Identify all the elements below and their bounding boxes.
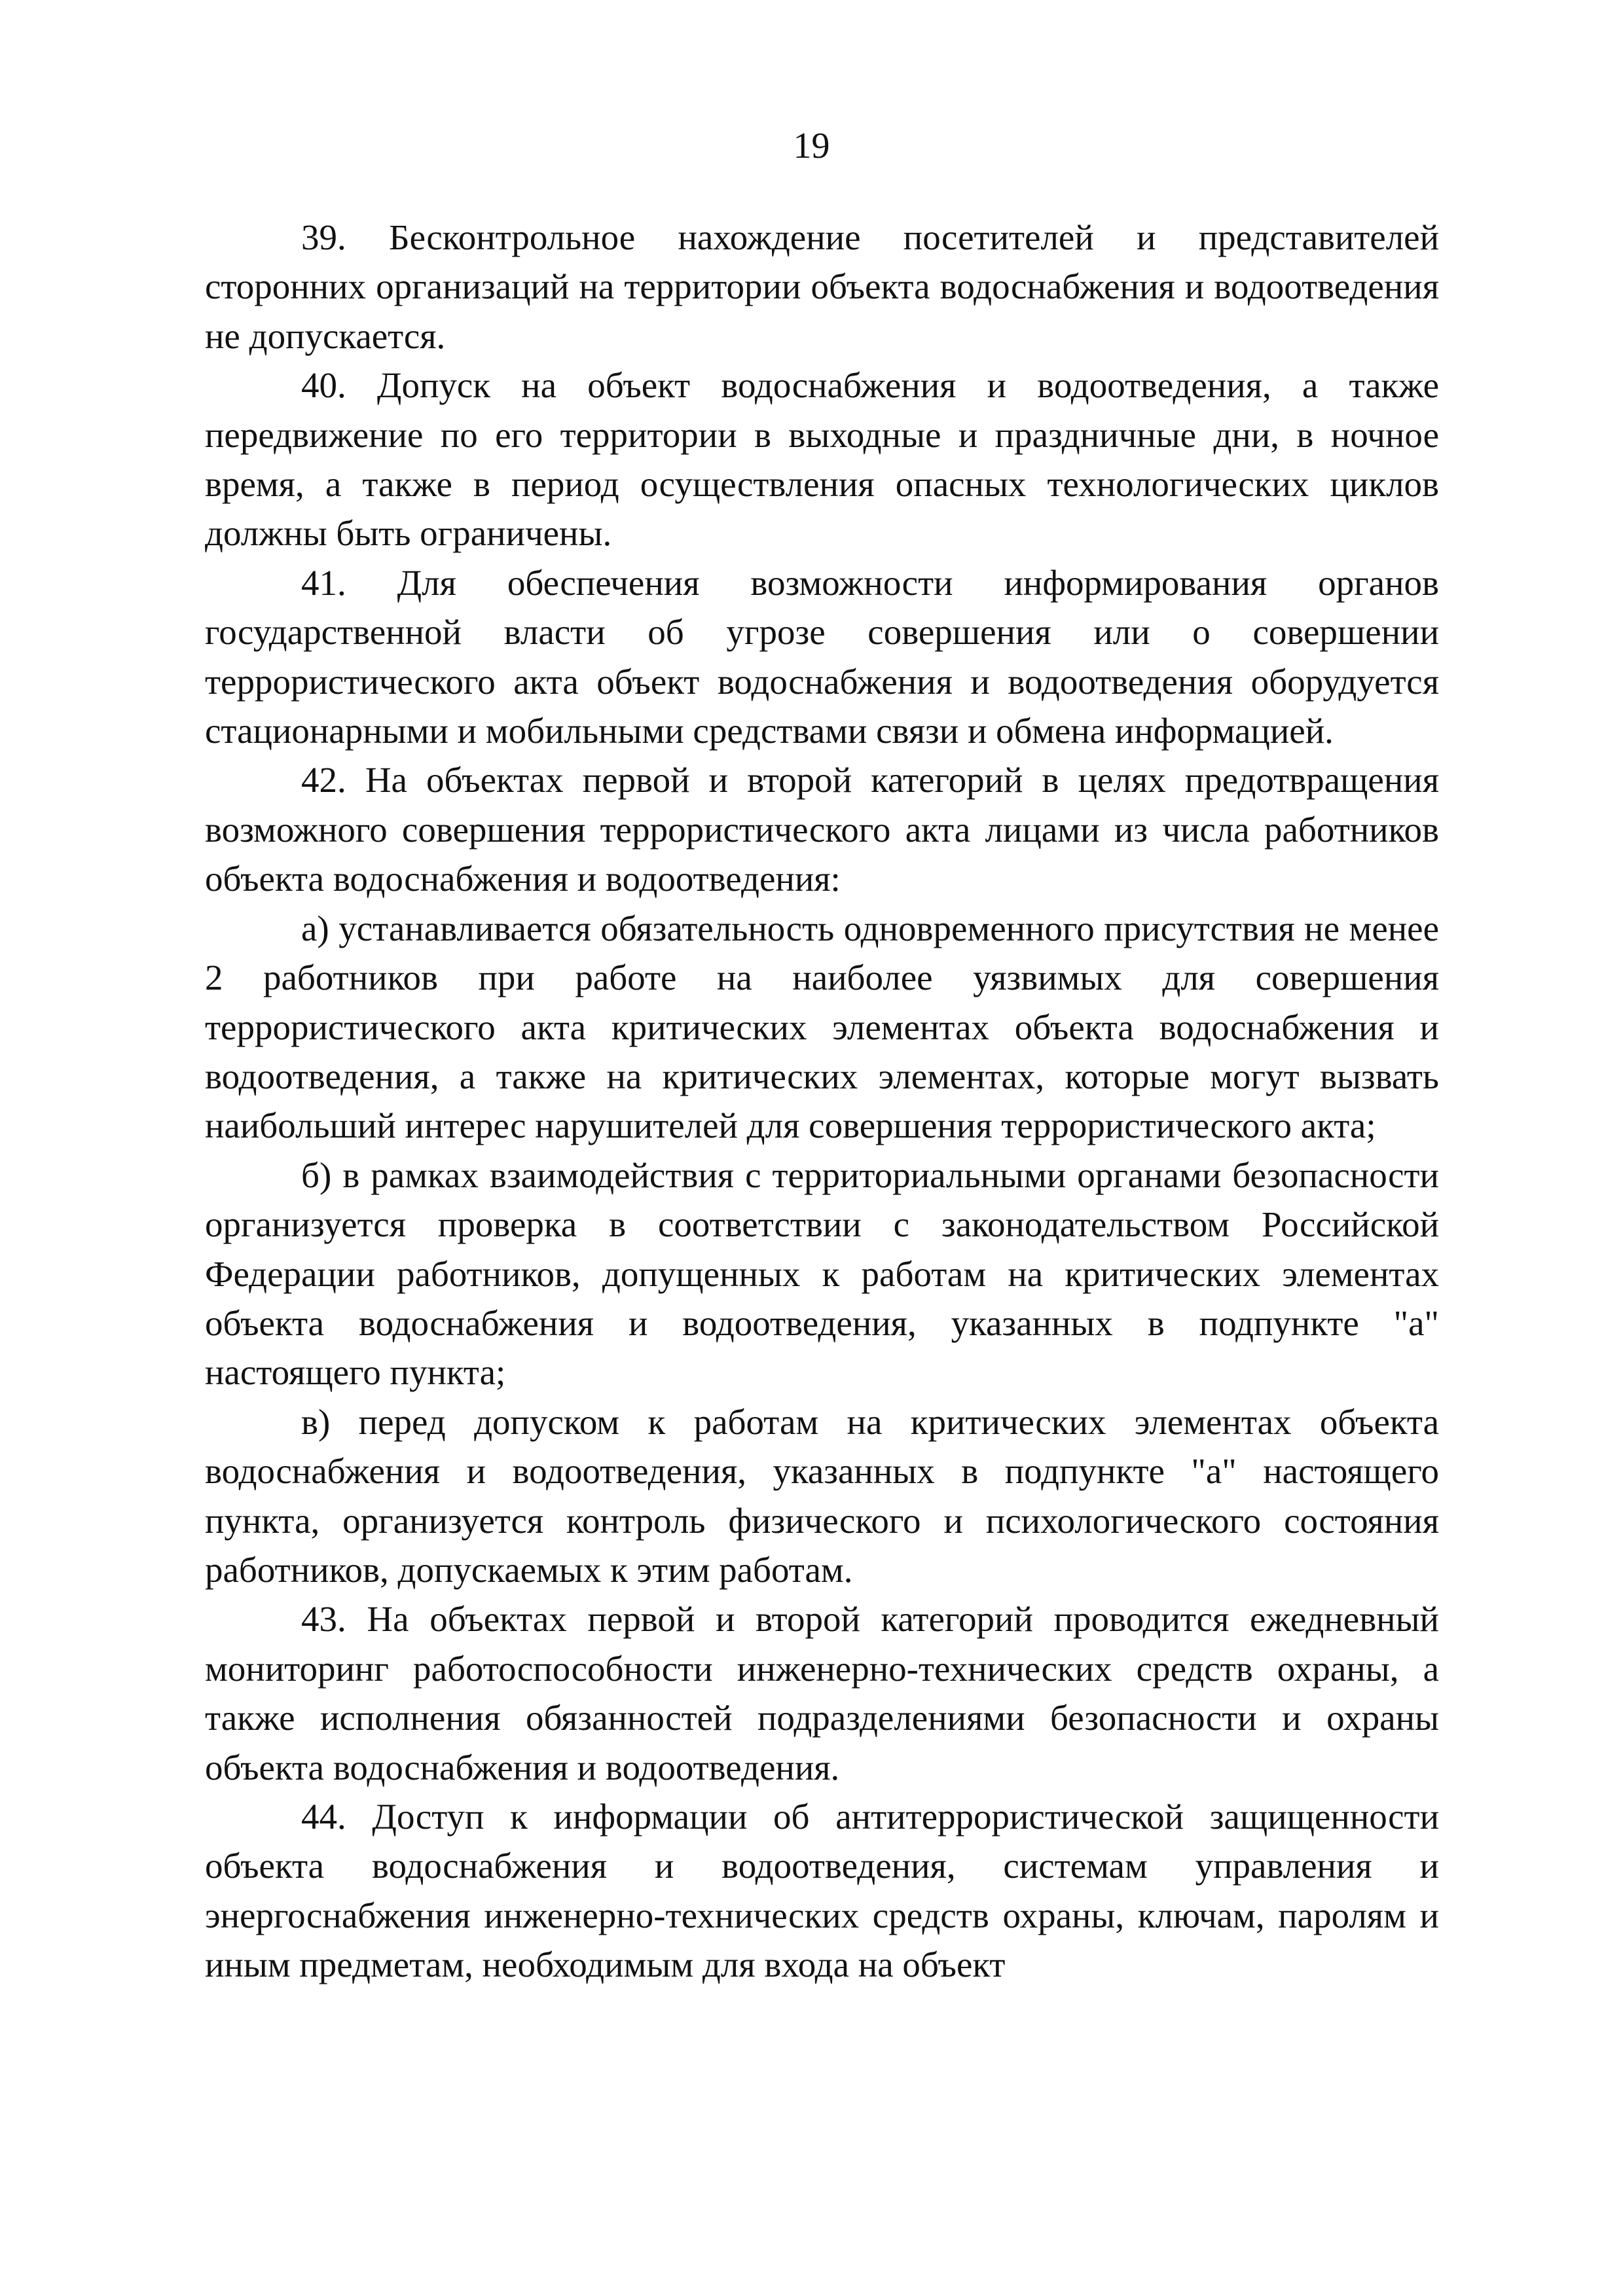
paragraph-43: 43. На объектах первой и второй категорий проводится ежедневный мониторинг работоспособности инженерно-технических средств охраны, а также исполнения обязанностей подразделениями безопасности и охраны объекта водоснабжения и водоотведения.	[205, 1599, 1439, 1787]
paragraph-44: 44. Доступ к информации об антитеррористической защищенности объекта водоснабжения и водоотведения, системам управления и энергоснабжения инженерно-технических средств охраны, ключам, паролям и иным предметам, необходимым для входа на объект	[205, 1797, 1439, 1985]
paragraph-40: 40. Допуск на объект водоснабжения и водоотведения, а также передвижение по его территории в выходные и праздничные дни, в ночное время, а также в период осуществления опасных технологических циклов должны быть ограничены.	[205, 365, 1439, 554]
paragraph-41: 41. Для обеспечения возможности информирования органов государственной власти об угрозе совершения или о совершении террористического акта объект водоснабжения и водоотведения оборудуется стационарными и мобильными средствами связи и обмена информацией.	[205, 562, 1439, 751]
paragraph-42: 42. На объектах первой и второй категорий в целях предотвращения возможного совершения террористического акта лицами из числа работников объекта водоснабжения и водоотведения:	[205, 760, 1439, 899]
paragraph-39: 39. Бесконтрольное нахождение посетителей и представителей сторонних организаций на территории объекта водоснабжения и водоотведения не допускается.	[205, 217, 1439, 356]
paragraph-42-item-a: а) устанавливается обязательность одновременного присутствия не менее 2 работников при работе на наиболее уязвимых для совершения террористического акта критических элементах объекта водоснабжения и водоотведения, а также на критических элементах, которые могут вызвать наибольший интерес нарушителей для совершения террористического акта;	[205, 908, 1439, 1146]
paragraph-42-item-v: в) перед допуском к работам на критических элементах объекта водоснабжения и водоотведения, указанных в подпункте "а" настоящего пункта, организуется контроль физического и психологического состояния работников, допускаемых к этим работам.	[205, 1401, 1439, 1590]
page-number: 19	[793, 126, 830, 166]
paragraph-42-item-b: б) в рамках взаимодействия с территориальными органами безопасности организуется проверка в соответствии с законодательством Российской Федерации работников, допущенных к работам на критических элементах объекта водоснабжения и водоотведения, указанных в подпункте "а" настоящего пункта;	[205, 1155, 1439, 1393]
document-body	[205, 213, 1439, 1990]
